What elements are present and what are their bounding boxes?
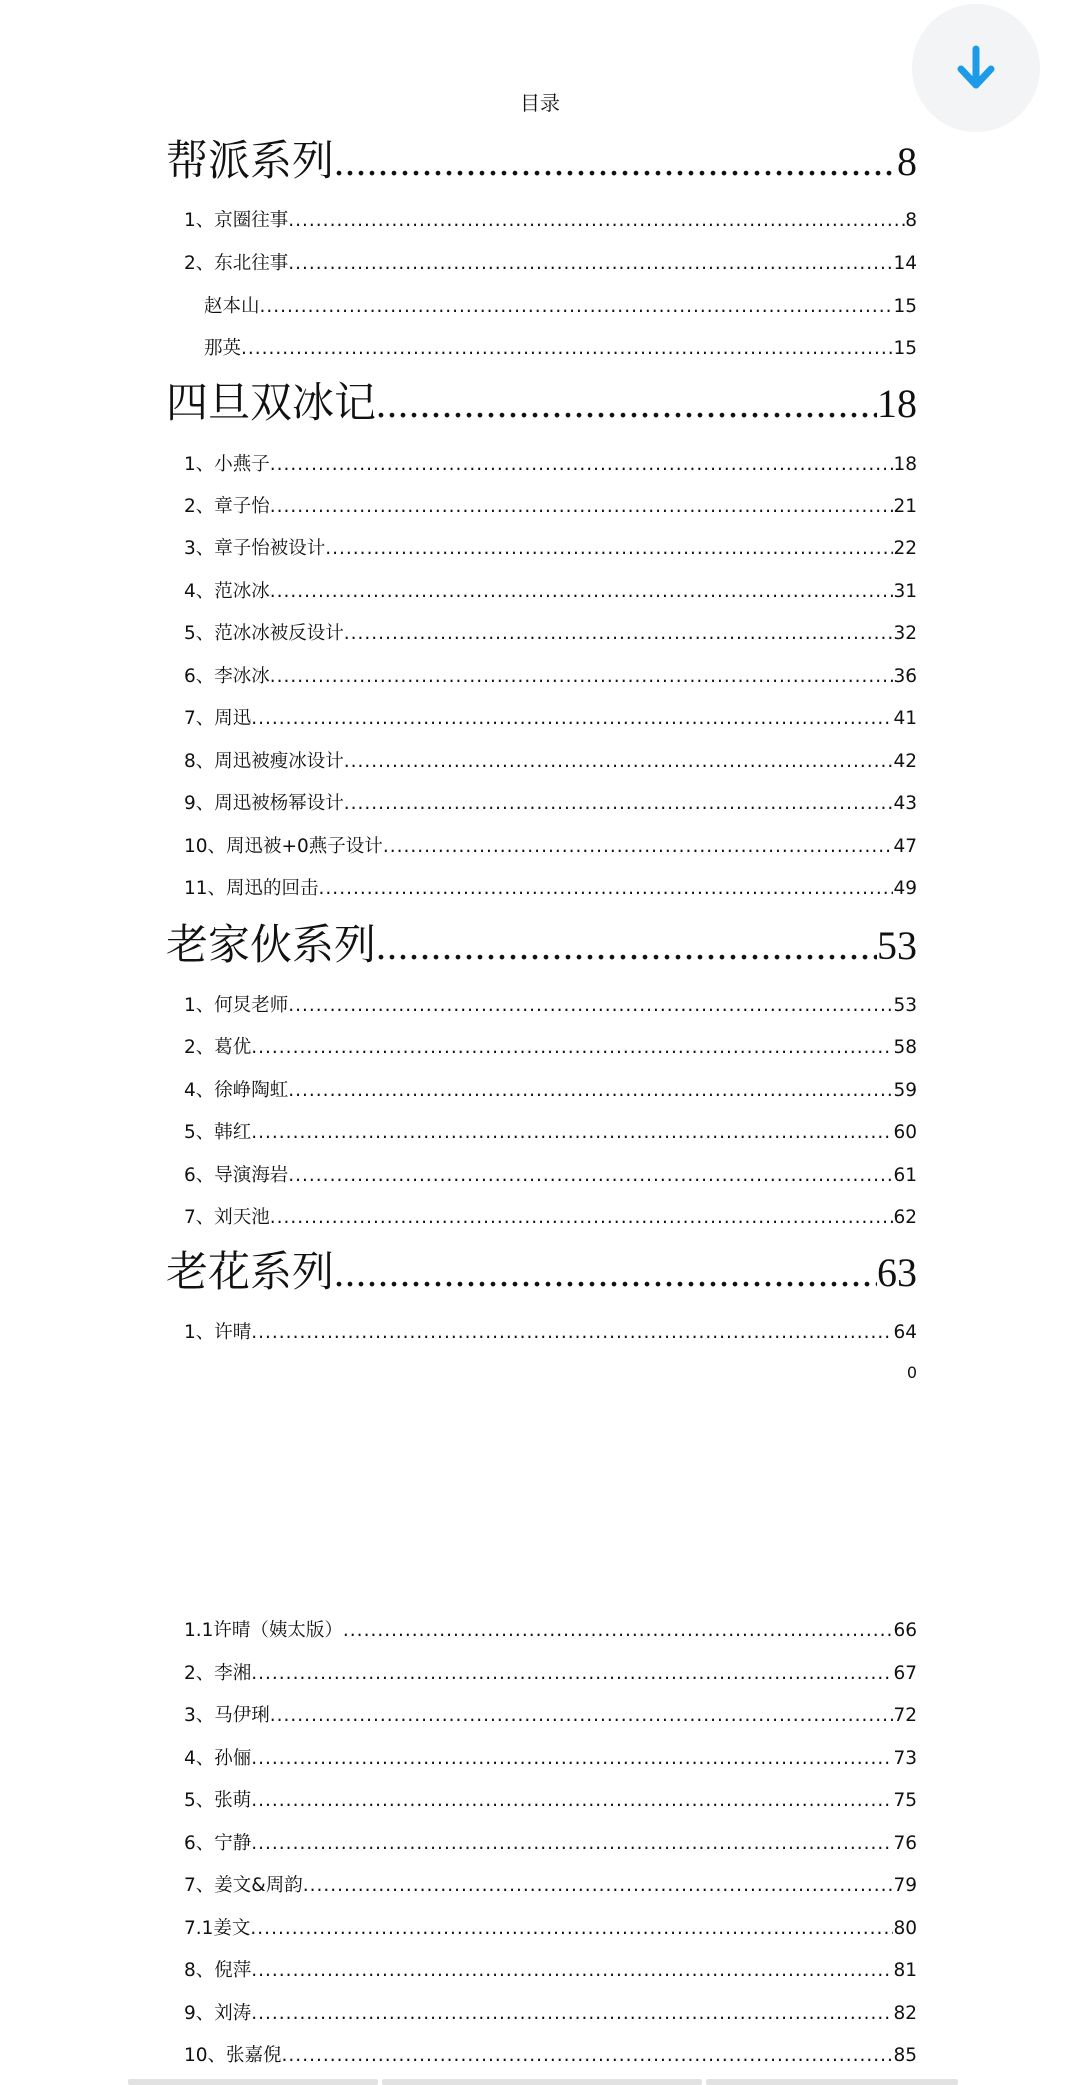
toolbar-segment[interactable] <box>128 2079 378 2085</box>
toc-entry[interactable]: 6、李冰冰 ..... 36 <box>184 662 917 692</box>
toc-entry[interactable]: 6、导演海岩 ..... 61 <box>184 1161 917 1191</box>
toc-subentry[interactable]: 那英 ..... 15 <box>204 334 917 364</box>
toc-section-heading[interactable]: 帮派系列 ..... 8 <box>166 131 917 191</box>
toc-section-heading[interactable]: 老家伙系列 ..... 53 <box>166 915 917 975</box>
toc-entry[interactable]: 6、宁静 ..... 76 <box>184 1829 917 1859</box>
toc-entry[interactable]: 2、章子怡 ..... 21 <box>184 492 917 522</box>
toc-entry[interactable]: 3、马伊琍 ..... 72 <box>184 1701 917 1731</box>
toc-entry[interactable]: 11、周迅的回击 ..... 49 <box>184 874 917 904</box>
toc-entry[interactable]: 1、许晴 ..... 64 <box>184 1318 917 1348</box>
toc-title: 目录 <box>520 91 560 115</box>
toc-entry[interactable]: 4、范冰冰 ..... 31 <box>184 577 917 607</box>
page-number: 0 <box>906 1363 917 1382</box>
toc-entry[interactable]: 5、韩红 ..... 60 <box>184 1118 917 1148</box>
toc-entry[interactable]: 7、姜文&周韵 ..... 79 <box>184 1871 917 1901</box>
toc-entry[interactable]: 8、倪萍 ..... 81 <box>184 1956 917 1986</box>
toc-subentry[interactable]: 赵本山 ..... 15 <box>204 292 917 322</box>
bottom-toolbar-edge <box>0 2079 1080 2085</box>
toc-entry[interactable]: 7、周迅 ..... 41 <box>184 704 917 734</box>
arrow-down-icon <box>956 45 996 91</box>
toc-entry[interactable]: 9、周迅被杨幂设计 ..... 43 <box>184 789 917 819</box>
toc-entry[interactable]: 2、葛优 ..... 58 <box>184 1033 917 1063</box>
toc-entry[interactable]: 1.1许晴（姨太版） ..... 66 <box>184 1616 917 1646</box>
toc-entry[interactable]: 5、张萌 ..... 75 <box>184 1786 917 1816</box>
toc-entry[interactable]: 3、章子怡被设计 ..... 22 <box>184 534 917 564</box>
toc-entry[interactable]: 1、小燕子 ..... 18 <box>184 450 917 480</box>
toc-entry[interactable]: 5、范冰冰被反设计 ..... 32 <box>184 619 917 649</box>
table-of-contents <box>166 0 917 2085</box>
toc-entry[interactable]: 7、刘天池 ..... 62 <box>184 1203 917 1233</box>
toc-entry[interactable]: 4、徐峥陶虹 ..... 59 <box>184 1076 917 1106</box>
toc-entry[interactable]: 2、李湘 ..... 67 <box>184 1659 917 1689</box>
toc-entry[interactable]: 2、东北往事 ..... 14 <box>184 249 917 279</box>
toc-entry[interactable]: 8、周迅被瘦冰设计 ..... 42 <box>184 747 917 777</box>
toolbar-segment[interactable] <box>382 2079 702 2085</box>
toc-entry[interactable]: 1、京圈往事 ..... 8 <box>184 206 917 236</box>
toc-entry[interactable]: 10、张嘉倪 ..... 85 <box>184 2041 917 2071</box>
toc-entry[interactable]: 9、刘涛 ..... 82 <box>184 1999 917 2029</box>
toc-entry[interactable]: 1、何炅老师 ..... 53 <box>184 991 917 1021</box>
toc-entry[interactable]: 7.1姜文 ..... 80 <box>184 1914 917 1944</box>
toolbar-segment[interactable] <box>706 2079 958 2085</box>
toc-entry[interactable]: 10、周迅被+0燕子设计 ..... 47 <box>184 832 917 862</box>
toc-section-heading[interactable]: 老花系列 ..... 63 <box>166 1242 917 1302</box>
toc-section-heading[interactable]: 四旦双冰记 ..... 18 <box>166 373 917 433</box>
toc-entry[interactable]: 4、孙俪 ..... 73 <box>184 1744 917 1774</box>
